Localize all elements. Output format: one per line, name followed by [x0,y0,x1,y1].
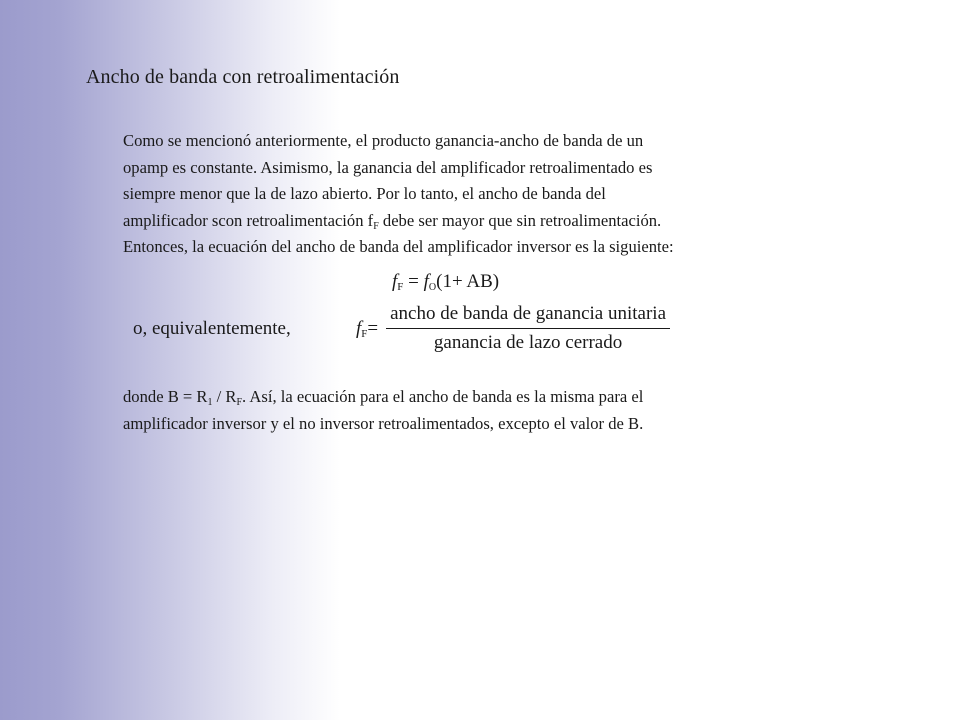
equals-sign: = [367,317,379,339]
text-segment: donde B = R [123,387,208,406]
equation-bandwidth-feedback [392,271,499,293]
fraction-numerator: ancho de banda de ganancia unitaria [386,303,670,329]
text-segment: debe ser mayor que sin retroalimentación. [378,210,662,230]
paragraph-line: opamp es constante. Asimismo, la ganancia del amplificador retroalimentado es [123,157,653,177]
paragraph-line: siempre menor que la de lazo abierto. Por lo tanto, el ancho de banda del [123,184,606,203]
equation-label: o, equivalentemente, [133,318,291,339]
paragraph-line: Como se mencionó anteriormente, el producto ganancia-ancho de banda de un [123,131,644,150]
variable: f [356,317,362,339]
equation-lhs [392,271,403,292]
subscript: 1 [207,397,213,408]
subscript: F [236,397,243,408]
equation-rhs: (1+ AB) [436,271,500,292]
text-segment: . Así, la ecuación para el ancho de banda es la misma para el [242,387,644,406]
fraction [386,303,670,354]
subscript: F [397,281,404,293]
variable: f [392,271,398,292]
paragraph-intro [123,128,813,261]
slide-title: Ancho de banda con retroalimentación [86,66,400,88]
paragraph-line [123,384,813,411]
equation-bandwidth-fraction [356,303,670,354]
equation-lhs [356,318,367,340]
fraction-denominator: ganancia de lazo cerrado [433,332,623,353]
paragraph-line [123,208,813,235]
subscript: O [428,282,437,293]
text-segment: amplificador scon retroalimentación f [123,210,374,230]
equals-sign: = [403,271,424,292]
variable: f [423,271,429,292]
subscript: F [361,327,368,340]
paragraph-conclusion [123,384,813,437]
subscript: F [373,220,379,232]
paragraph-line: Entonces, la ecuación del ancho de banda del amplificador inversor es la siguiente: [123,237,674,256]
paragraph-line: amplificador inversor y el no inversor retroalimentados, excepto el valor de B. [123,413,644,433]
text-segment: / R [212,387,237,406]
